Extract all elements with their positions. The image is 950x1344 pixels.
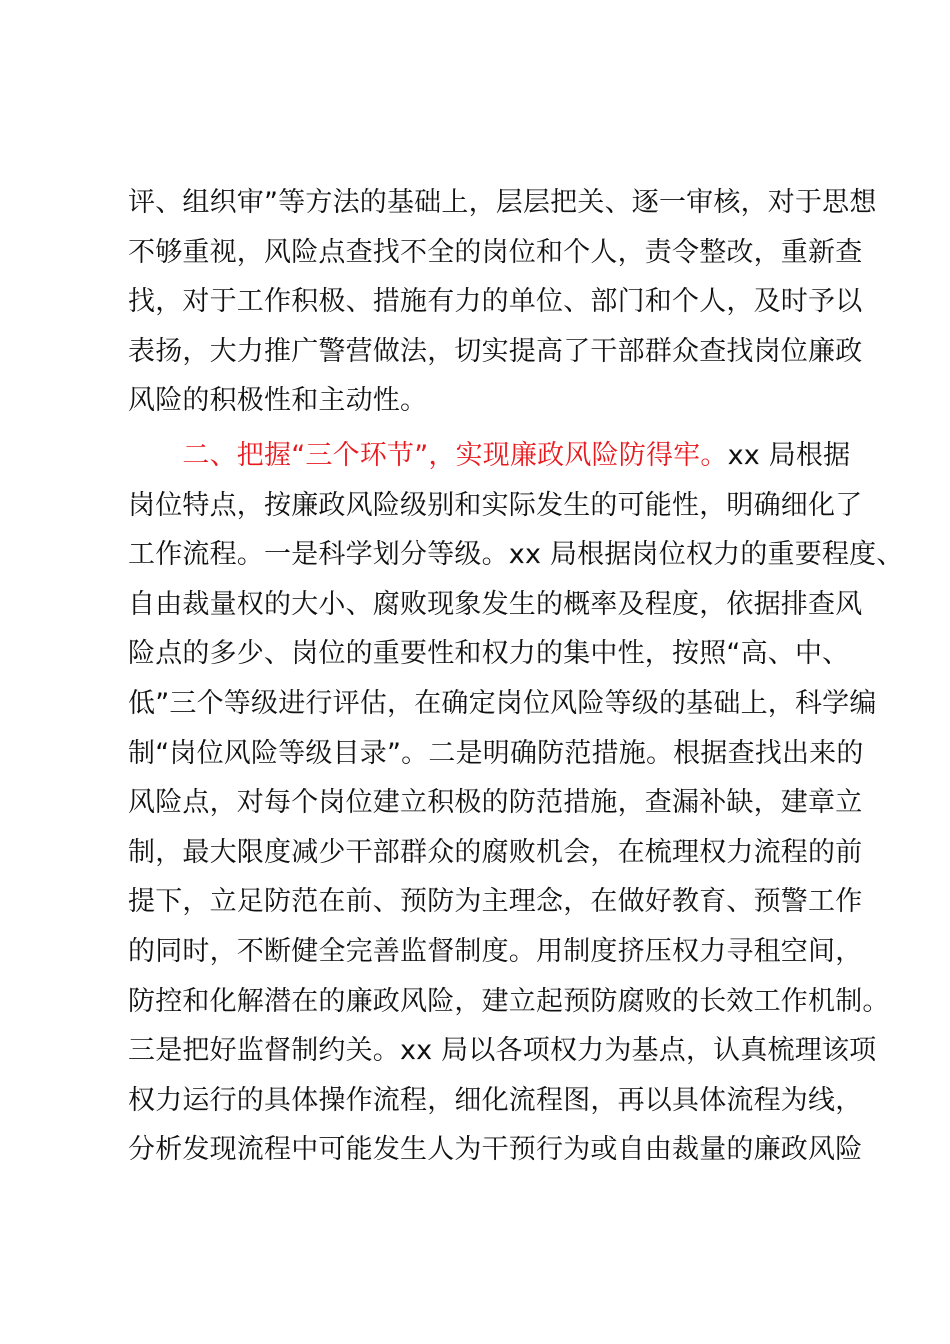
text-line: 的同时，不断健全完善监督制度。用制度挤压权力寻租空间，	[128, 935, 863, 967]
section-heading: 二、把握“三个环节”，实现廉政风险防得牢。	[182, 439, 728, 471]
text-line: 风险点，对每个岗位建立积极的防范措施，查漏补缺，建章立	[128, 787, 863, 819]
text-line: 三是把好监督制约关。xx 局以各项权力为基点，认真梳理该项	[128, 1035, 877, 1067]
heading-line-rest: xx 局根据	[727, 439, 851, 471]
text-line: 险点的多少、岗位的重要性和权力的集中性，按照“高、中、	[128, 638, 850, 670]
text-line: 分析发现流程中可能发生人为干预行为或自由裁量的廉政风险	[128, 1134, 863, 1166]
text-line: 防控和化解潜在的廉政风险，建立起预防腐败的长效工作机制。	[128, 985, 890, 1017]
text-line: 表扬，大力推广警营做法，切实提高了干部群众查找岗位廉政	[128, 335, 863, 367]
paragraph-1	[128, 178, 877, 426]
text-line: 权力运行的具体操作流程，细化流程图，再以具体流程为线，	[128, 1084, 863, 1116]
text-line: 找，对于工作积极、措施有力的单位、部门和个人，及时予以	[128, 286, 863, 318]
text-line: 岗位特点，按廉政风险级别和实际发生的可能性，明确细化了	[128, 489, 863, 521]
text-line: 制，最大限度减少干部群众的腐败机会，在梳理权力流程的前	[128, 836, 863, 868]
text-line: 自由裁量权的大小、腐败现象发生的概率及程度，依据排查风	[128, 588, 863, 620]
document-body	[128, 178, 904, 1175]
text-line: 低”三个等级进行评估，在确定岗位风险等级的基础上，科学编	[128, 687, 877, 719]
first-line-indent	[128, 440, 182, 471]
paragraph-2	[128, 431, 904, 1175]
text-line: 制“岗位风险等级目录”。二是明确防范措施。根据查找出来的	[128, 737, 864, 769]
text-line: 提下，立足防范在前、预防为主理念，在做好教育、预警工作	[128, 886, 863, 918]
text-line: 工作流程。一是科学划分等级。xx 局根据岗位权力的重要程度、	[128, 539, 904, 571]
text-line: 评、组织审”等方法的基础上，层层把关、逐一审核，对于思想	[128, 187, 877, 218]
heading-line	[128, 431, 851, 481]
text-line: 风险的积极性和主动性。	[128, 385, 428, 417]
text-line: 不够重视，风险点查找不全的岗位和个人，责令整改，重新查	[128, 236, 863, 268]
